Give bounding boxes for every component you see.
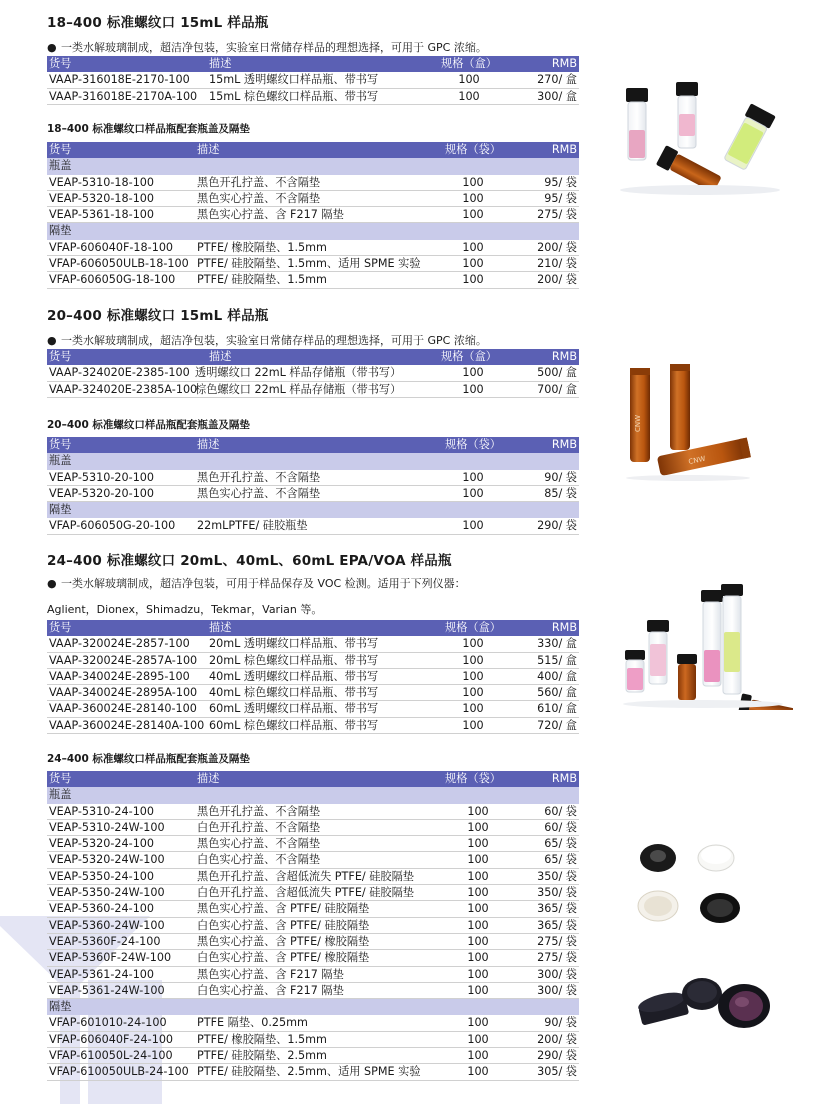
product-description: PTFE/ 橡胶隔垫、1.5mm bbox=[197, 1032, 327, 1046]
table-row bbox=[47, 804, 579, 820]
pack-quantity: 100 bbox=[467, 837, 489, 851]
category-row-caps bbox=[47, 158, 579, 174]
table-rows bbox=[47, 365, 579, 398]
pack-quantity: 100 bbox=[462, 175, 484, 189]
section-title: 18–400 标准螺纹口 15mL 样品瓶 bbox=[47, 15, 269, 31]
pack-quantity: 100 bbox=[462, 702, 484, 716]
product-code: VFAP-606040F-24-100 bbox=[49, 1032, 174, 1046]
pack-quantity: 100 bbox=[462, 366, 484, 380]
product-description: 黑色开孔拧盖、含超低流失 PTFE/ 硅胶隔垫 bbox=[197, 869, 414, 883]
product-code: VEAP-5360-24W-100 bbox=[49, 918, 165, 932]
product-code: VFAP-610050ULB-24-100 bbox=[49, 1065, 189, 1079]
table-row bbox=[47, 240, 579, 256]
product-code: VEAP-5360F-24-100 bbox=[49, 934, 161, 948]
pack-quantity: 100 bbox=[458, 89, 480, 103]
category-label: 瓶盖 bbox=[49, 159, 72, 173]
category-row-septa bbox=[47, 223, 579, 239]
section-20-400-vials bbox=[47, 307, 579, 398]
product-description: 40mL 棕色螺纹口样品瓶、带书写 bbox=[209, 686, 379, 700]
unit-price: 95/ 袋 bbox=[544, 175, 577, 189]
product-description: 60mL 棕色螺纹口样品瓶、带书写 bbox=[209, 718, 379, 732]
product-description: PTFE/ 橡胶隔垫、1.5mm bbox=[197, 240, 327, 254]
pack-quantity: 100 bbox=[467, 918, 489, 932]
product-description: 黑色实心拧盖、含 F217 隔垫 bbox=[197, 208, 344, 222]
header-code: 货号 bbox=[49, 143, 72, 156]
table-row bbox=[47, 836, 579, 852]
product-description: 40mL 透明螺纹口样品瓶、带书写 bbox=[209, 669, 379, 683]
product-code: VEAP-5350-24W-100 bbox=[49, 886, 165, 900]
header-price: RMB bbox=[551, 621, 577, 634]
pack-quantity: 100 bbox=[462, 208, 484, 222]
header-qty: 规格（袋） bbox=[445, 143, 501, 156]
pack-quantity: 100 bbox=[462, 470, 484, 484]
product-code: VAAP-360024E-28140A-100 bbox=[49, 718, 205, 732]
table-rows bbox=[47, 636, 579, 734]
pack-quantity: 100 bbox=[462, 382, 484, 396]
table-row bbox=[47, 852, 579, 868]
table-row bbox=[47, 256, 579, 272]
product-code: VEAP-5320-24W-100 bbox=[49, 853, 165, 867]
table-rows bbox=[47, 470, 579, 503]
table-row bbox=[47, 1032, 579, 1048]
product-code: VAAP-316018E-2170-100 bbox=[49, 73, 190, 87]
table-row bbox=[47, 820, 579, 836]
header-price: RMB bbox=[551, 143, 577, 156]
product-description: 白色开孔拧盖、含超低流失 PTFE/ 硅胶隔垫 bbox=[197, 886, 414, 900]
unit-price: 210/ 袋 bbox=[537, 257, 577, 271]
table-row bbox=[47, 701, 579, 717]
table-row bbox=[47, 1064, 579, 1080]
product-code: VEAP-5360F-24W-100 bbox=[49, 951, 172, 965]
table-rows bbox=[47, 175, 579, 224]
category-label: 隔垫 bbox=[49, 1000, 72, 1014]
table-row bbox=[47, 885, 579, 901]
header-desc: 描述 bbox=[209, 350, 232, 363]
product-description: 22mLPTFE/ 硅胶瓶垫 bbox=[197, 519, 308, 533]
product-table bbox=[47, 771, 579, 1081]
unit-price: 290/ 袋 bbox=[537, 1049, 577, 1063]
unit-price: 95/ 袋 bbox=[544, 191, 577, 205]
product-description: 黑色实心拧盖、含 PTFE/ 橡胶隔垫 bbox=[197, 934, 370, 948]
pack-quantity: 100 bbox=[462, 486, 484, 500]
header-qty: 规格（袋） bbox=[445, 438, 501, 451]
product-description: 15mL 棕色螺纹口样品瓶、带书写 bbox=[209, 89, 379, 103]
pack-quantity: 100 bbox=[467, 902, 489, 916]
unit-price: 60/ 袋 bbox=[544, 804, 577, 818]
product-table bbox=[47, 437, 579, 535]
product-table bbox=[47, 56, 579, 105]
pack-quantity: 100 bbox=[467, 1049, 489, 1063]
table-row bbox=[47, 718, 579, 734]
section-title: 18–400 标准螺纹口样品瓶配套瓶盖及隔垫 bbox=[47, 123, 250, 135]
product-description: 黑色开孔拧盖、不含隔垫 bbox=[197, 470, 321, 484]
product-description: 白色开孔拧盖、不含隔垫 bbox=[197, 820, 321, 834]
product-description: 20mL 透明螺纹口样品瓶、带书写 bbox=[209, 637, 379, 651]
table-row bbox=[47, 470, 579, 486]
product-code: VEAP-5360-24-100 bbox=[49, 902, 155, 916]
category-label: 瓶盖 bbox=[49, 788, 72, 802]
pack-quantity: 100 bbox=[458, 73, 480, 87]
header-code: 货号 bbox=[49, 621, 72, 634]
vials-24-400-photo bbox=[615, 580, 793, 710]
table-row bbox=[47, 669, 579, 685]
note-text: 一类水解玻璃制成，超洁净包装，可用于样品保存及 VOC 检测。适用于下列仪器： bbox=[61, 577, 466, 590]
product-description: 白色实心拧盖、含 PTFE/ 硅胶隔垫 bbox=[197, 918, 370, 932]
vials-20-400-photo bbox=[618, 362, 756, 482]
unit-price: 365/ 袋 bbox=[537, 918, 577, 932]
product-description: PTFE 隔垫、0.25mm bbox=[197, 1016, 308, 1030]
header-price: RMB bbox=[551, 772, 577, 785]
product-description: 透明螺纹口 22mL 样品存储瓶（带书写） bbox=[195, 366, 402, 380]
unit-price: 90/ 袋 bbox=[544, 1016, 577, 1030]
unit-price: 200/ 袋 bbox=[537, 273, 577, 287]
table-row bbox=[47, 486, 579, 502]
table-row bbox=[47, 272, 579, 288]
product-description: PTFE/ 硅胶隔垫、2.5mm bbox=[197, 1049, 327, 1063]
unit-price: 90/ 袋 bbox=[544, 470, 577, 484]
product-code: VEAP-5320-18-100 bbox=[49, 191, 155, 205]
product-code: VAAP-340024E-2895-100 bbox=[49, 669, 190, 683]
product-code: VAAP-316018E-2170A-100 bbox=[49, 89, 198, 103]
pack-quantity: 100 bbox=[467, 886, 489, 900]
unit-price: 515/ 盒 bbox=[537, 653, 577, 667]
table-row bbox=[47, 89, 579, 105]
pack-quantity: 100 bbox=[462, 257, 484, 271]
unit-price: 275/ 袋 bbox=[537, 951, 577, 965]
section-18-400-vials bbox=[47, 14, 579, 105]
section-24-400-caps bbox=[47, 752, 579, 1081]
category-row-caps bbox=[47, 453, 579, 469]
pack-quantity: 100 bbox=[467, 1065, 489, 1079]
product-code: VFAP-601010-24-100 bbox=[49, 1016, 167, 1030]
table-row bbox=[47, 1015, 579, 1031]
table-row bbox=[47, 653, 579, 669]
pack-quantity: 100 bbox=[462, 191, 484, 205]
pack-quantity: 100 bbox=[467, 869, 489, 883]
bullet-icon: ● bbox=[47, 334, 57, 347]
pack-quantity: 100 bbox=[467, 951, 489, 965]
table-row bbox=[47, 983, 579, 999]
unit-price: 305/ 袋 bbox=[537, 1065, 577, 1079]
table-header bbox=[47, 142, 579, 158]
unit-price: 700/ 盒 bbox=[537, 382, 577, 396]
table-header bbox=[47, 620, 579, 636]
header-code: 货号 bbox=[49, 57, 72, 70]
product-description: 15mL 透明螺纹口样品瓶、带书写 bbox=[209, 73, 379, 87]
pack-quantity: 100 bbox=[467, 820, 489, 834]
table-row bbox=[47, 207, 579, 223]
product-code: VFAP-610050L-24-100 bbox=[49, 1049, 173, 1063]
product-table bbox=[47, 620, 579, 734]
section-note-2: Aglient，Dionex，Shimadzu，Tekmar，Varian 等。 bbox=[47, 603, 323, 616]
table-row bbox=[47, 518, 579, 534]
pack-quantity: 100 bbox=[467, 804, 489, 818]
unit-price: 560/ 盒 bbox=[537, 686, 577, 700]
header-price: RMB bbox=[551, 57, 577, 70]
section-note bbox=[47, 333, 579, 349]
product-code: VAAP-324020E-2385A-100 bbox=[49, 382, 198, 396]
table-row bbox=[47, 382, 579, 398]
table-rows bbox=[47, 804, 579, 1000]
product-description: 白色实心拧盖、含 F217 隔垫 bbox=[197, 983, 344, 997]
table-header bbox=[47, 349, 579, 365]
unit-price: 85/ 袋 bbox=[544, 486, 577, 500]
table-rows bbox=[47, 72, 579, 105]
pack-quantity: 100 bbox=[462, 519, 484, 533]
caps-photo bbox=[632, 838, 750, 932]
section-title: 20–400 标准螺纹口样品瓶配套瓶盖及隔垫 bbox=[47, 419, 250, 431]
header-desc: 描述 bbox=[197, 438, 220, 451]
table-row bbox=[47, 869, 579, 885]
product-description: 60mL 透明螺纹口样品瓶、带书写 bbox=[209, 702, 379, 716]
table-row bbox=[47, 685, 579, 701]
category-row-caps bbox=[47, 787, 579, 803]
header-price: RMB bbox=[551, 438, 577, 451]
product-code: VEAP-5310-18-100 bbox=[49, 175, 155, 189]
pack-quantity: 100 bbox=[467, 1016, 489, 1030]
pack-quantity: 100 bbox=[467, 934, 489, 948]
product-description: PTFE/ 硅胶隔垫、1.5mm、适用 SPME 实验 bbox=[197, 257, 421, 271]
unit-price: 365/ 袋 bbox=[537, 902, 577, 916]
table-row bbox=[47, 901, 579, 917]
category-row-septa bbox=[47, 999, 579, 1015]
section-title: 24–400 标准螺纹口样品瓶配套瓶盖及隔垫 bbox=[47, 753, 250, 765]
table-row bbox=[47, 1048, 579, 1064]
pack-quantity: 100 bbox=[462, 686, 484, 700]
table-row bbox=[47, 636, 579, 652]
product-description: 黑色实心拧盖、含 PTFE/ 硅胶隔垫 bbox=[197, 902, 370, 916]
product-code: VEAP-5361-24W-100 bbox=[49, 983, 165, 997]
product-code: VEAP-5320-20-100 bbox=[49, 486, 155, 500]
header-code: 货号 bbox=[49, 772, 72, 785]
note-text: 一类水解玻璃制成，超洁净包装，实验室日常储存样品的理想选择，可用于 GPC 浓缩。 bbox=[61, 334, 487, 347]
table-row bbox=[47, 918, 579, 934]
product-description: 白色实心拧盖、不含隔垫 bbox=[197, 853, 321, 867]
unit-price: 300/ 袋 bbox=[537, 967, 577, 981]
section-note bbox=[47, 40, 579, 56]
bullet-icon: ● bbox=[47, 41, 57, 54]
table-row bbox=[47, 934, 579, 950]
category-label: 瓶盖 bbox=[49, 454, 72, 468]
product-code: VEAP-5361-18-100 bbox=[49, 208, 155, 222]
unit-price: 65/ 袋 bbox=[544, 837, 577, 851]
product-code: VFAP-606050G-20-100 bbox=[49, 519, 176, 533]
unit-price: 270/ 盒 bbox=[537, 73, 577, 87]
header-qty: 规格（袋） bbox=[445, 772, 501, 785]
pack-quantity: 100 bbox=[467, 967, 489, 981]
unit-price: 350/ 袋 bbox=[537, 886, 577, 900]
header-qty: 规格（盒） bbox=[441, 350, 497, 363]
table-row bbox=[47, 175, 579, 191]
unit-price: 330/ 盒 bbox=[537, 637, 577, 651]
pack-quantity: 100 bbox=[462, 653, 484, 667]
unit-price: 500/ 盒 bbox=[537, 366, 577, 380]
product-description: 黑色实心拧盖、不含隔垫 bbox=[197, 486, 321, 500]
product-table bbox=[47, 142, 579, 289]
product-description: PTFE/ 硅胶隔垫、2.5mm、适用 SPME 实验 bbox=[197, 1065, 421, 1079]
product-description: 黑色开孔拧盖、不含隔垫 bbox=[197, 804, 321, 818]
product-code: VEAP-5350-24-100 bbox=[49, 869, 155, 883]
section-24-400-vials bbox=[47, 552, 579, 734]
vials-18-400-photo bbox=[610, 78, 795, 196]
section-title: 24–400 标准螺纹口 20mL、40mL、60mL EPA/VOA 样品瓶 bbox=[47, 553, 452, 569]
pack-quantity: 100 bbox=[467, 1032, 489, 1046]
unit-price: 290/ 袋 bbox=[537, 519, 577, 533]
product-code: VEAP-5361-24-100 bbox=[49, 967, 155, 981]
header-code: 货号 bbox=[49, 438, 72, 451]
table-row bbox=[47, 72, 579, 88]
product-code: VFAP-606040F-18-100 bbox=[49, 240, 174, 254]
pack-quantity: 100 bbox=[462, 240, 484, 254]
pack-quantity: 100 bbox=[462, 669, 484, 683]
bullet-icon: ● bbox=[47, 577, 57, 590]
pack-quantity: 100 bbox=[462, 718, 484, 732]
section-20-400-caps bbox=[47, 418, 579, 535]
product-description: 黑色开孔拧盖、不含隔垫 bbox=[197, 175, 321, 189]
product-code: VFAP-606050G-18-100 bbox=[49, 273, 176, 287]
pack-quantity: 100 bbox=[467, 983, 489, 997]
product-description: 黑色实心拧盖、含 F217 隔垫 bbox=[197, 967, 344, 981]
unit-price: 350/ 袋 bbox=[537, 869, 577, 883]
pack-quantity: 100 bbox=[467, 853, 489, 867]
product-code: VEAP-5320-24-100 bbox=[49, 837, 155, 851]
product-code: VFAP-606050ULB-18-100 bbox=[49, 257, 189, 271]
unit-price: 275/ 袋 bbox=[537, 208, 577, 222]
section-18-400-caps bbox=[47, 122, 579, 289]
product-code: VAAP-324020E-2385-100 bbox=[49, 366, 190, 380]
unit-price: 300/ 盒 bbox=[537, 89, 577, 103]
unit-price: 610/ 盒 bbox=[537, 702, 577, 716]
svg-text:CNW: CNW bbox=[634, 414, 642, 432]
product-code: VEAP-5310-24-100 bbox=[49, 804, 155, 818]
product-description: PTFE/ 硅胶隔垫、1.5mm bbox=[197, 273, 327, 287]
unit-price: 200/ 袋 bbox=[537, 1032, 577, 1046]
table-row bbox=[47, 967, 579, 983]
table-rows bbox=[47, 518, 579, 534]
product-description: 棕色螺纹口 22mL 样品存储瓶（带书写） bbox=[195, 382, 402, 396]
product-code: VAAP-340024E-2895A-100 bbox=[49, 686, 198, 700]
pack-quantity: 100 bbox=[462, 637, 484, 651]
header-desc: 描述 bbox=[209, 57, 232, 70]
unit-price: 400/ 盒 bbox=[537, 669, 577, 683]
unit-price: 275/ 袋 bbox=[537, 934, 577, 948]
table-header bbox=[47, 771, 579, 787]
unit-price: 200/ 袋 bbox=[537, 240, 577, 254]
product-description: 黑色实心拧盖、不含隔垫 bbox=[197, 837, 321, 851]
table-row bbox=[47, 950, 579, 966]
unit-price: 65/ 袋 bbox=[544, 853, 577, 867]
table-header bbox=[47, 56, 579, 72]
unit-price: 60/ 袋 bbox=[544, 820, 577, 834]
caps-septa-photo bbox=[632, 968, 782, 1038]
category-label: 隔垫 bbox=[49, 224, 72, 238]
section-note bbox=[47, 576, 579, 592]
product-table bbox=[47, 349, 579, 398]
unit-price: 300/ 袋 bbox=[537, 983, 577, 997]
header-desc: 描述 bbox=[209, 621, 232, 634]
product-code: VEAP-5310-24W-100 bbox=[49, 820, 165, 834]
product-code: VAAP-320024E-2857-100 bbox=[49, 637, 190, 651]
header-qty: 规格（盒） bbox=[445, 621, 501, 634]
category-row-septa bbox=[47, 502, 579, 518]
table-row bbox=[47, 365, 579, 381]
header-desc: 描述 bbox=[197, 143, 220, 156]
pack-quantity: 100 bbox=[462, 273, 484, 287]
product-code: VAAP-320024E-2857A-100 bbox=[49, 653, 198, 667]
table-header bbox=[47, 437, 579, 453]
table-rows bbox=[47, 1015, 579, 1080]
header-qty: 规格（盒） bbox=[441, 57, 497, 70]
header-desc: 描述 bbox=[197, 772, 220, 785]
product-description: 20mL 棕色螺纹口样品瓶、带书写 bbox=[209, 653, 379, 667]
unit-price: 720/ 盒 bbox=[537, 718, 577, 732]
product-code: VEAP-5310-20-100 bbox=[49, 470, 155, 484]
category-label: 隔垫 bbox=[49, 503, 72, 517]
svg-text:CNW: CNW bbox=[687, 454, 707, 467]
product-description: 白色实心拧盖、含 PTFE/ 橡胶隔垫 bbox=[197, 951, 370, 965]
product-code: VAAP-360024E-28140-100 bbox=[49, 702, 197, 716]
header-price: RMB bbox=[551, 350, 577, 363]
table-rows bbox=[47, 240, 579, 289]
header-code: 货号 bbox=[49, 350, 72, 363]
section-title: 20–400 标准螺纹口 15mL 样品瓶 bbox=[47, 308, 269, 324]
product-description: 黑色实心拧盖、不含隔垫 bbox=[197, 191, 321, 205]
note-text: 一类水解玻璃制成，超洁净包装，实验室日常储存样品的理想选择，可用于 GPC 浓缩。 bbox=[61, 41, 487, 54]
table-row bbox=[47, 191, 579, 207]
